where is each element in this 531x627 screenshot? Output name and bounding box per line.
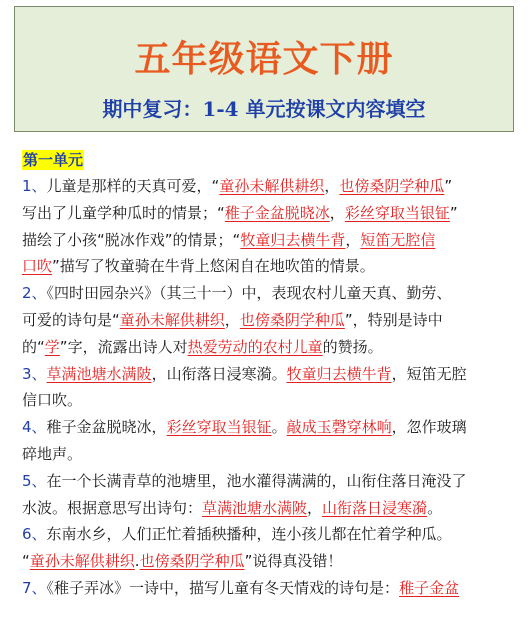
body-text: ，忽作玻璃 bbox=[391, 418, 467, 437]
text-line bbox=[22, 469, 467, 493]
answer-text: 童孙未解供耕织 bbox=[219, 177, 325, 195]
body-text: 《稚子弄冰》一诗中，描写儿童有冬天情戏的诗句是： bbox=[46, 579, 400, 597]
page-subtitle: 期中复习：1-4 单元按课文内容填空 bbox=[102, 97, 426, 121]
answer-text: 也傍桑阴学种瓜 bbox=[339, 177, 445, 195]
title-banner bbox=[14, 6, 514, 132]
answer-text: 口吹 bbox=[22, 257, 53, 276]
body-text: ， bbox=[224, 311, 240, 329]
text-line bbox=[22, 308, 443, 332]
body-text: ， bbox=[329, 203, 345, 222]
answer-text: 热爱劳动的农村儿童 bbox=[187, 337, 323, 356]
body-text: ， bbox=[345, 230, 361, 249]
question-number: 1、 bbox=[22, 177, 47, 195]
answer-text: 学 bbox=[44, 337, 60, 356]
body-text: 东南水乡，人们正忙着插秧播种，连小孩儿都在忙着学种瓜。 bbox=[46, 525, 452, 544]
text-line bbox=[22, 174, 452, 198]
text-line bbox=[22, 415, 467, 439]
answer-text: 草满池塘水满陂 bbox=[46, 364, 152, 383]
text-line bbox=[22, 576, 459, 600]
page-title: 五年级语文下册 bbox=[134, 38, 394, 80]
text-line bbox=[22, 228, 435, 252]
body-text: 信口吹。 bbox=[22, 391, 83, 410]
answer-text: 短笛无腔信 bbox=[360, 230, 436, 249]
question-number: 5、 bbox=[22, 471, 47, 490]
body-text: 写出了儿童学种瓜时的情景；“ bbox=[22, 203, 225, 222]
body-text: . bbox=[134, 552, 140, 571]
answer-text: 稚子金盆脱晓冰 bbox=[224, 203, 330, 222]
body-text: 儿童是那样的天真可爱，“ bbox=[46, 177, 220, 195]
answer-text: 彩丝穿取当银钲 bbox=[166, 418, 272, 437]
answer-text: 牧童归去横牛背 bbox=[286, 364, 392, 383]
text-line bbox=[22, 496, 442, 520]
body-text: 《四时田园杂兴》（其三十一）中，表现农村儿童天真、勤劳、 bbox=[46, 284, 452, 303]
body-text: “ bbox=[22, 552, 30, 571]
body-text: 稚子金盆脱晓冰， bbox=[46, 418, 167, 437]
question-number: 4、 bbox=[22, 418, 47, 437]
body-text: 在一个长满青草的池塘里，池水灌得满满的，山衔住落日淹没了 bbox=[46, 471, 467, 490]
body-text: ”字，流露出诗人对 bbox=[59, 337, 188, 356]
body-text: 可爱的诗句是“ bbox=[22, 311, 120, 329]
text-line bbox=[22, 254, 375, 278]
text-line bbox=[22, 442, 82, 466]
text-line bbox=[22, 388, 82, 412]
body-text: ”，特别是诗中 bbox=[344, 311, 443, 329]
question-number: 2、 bbox=[22, 284, 47, 303]
body-text: 描绘了小孩“脱冰作戏”的情景；“ bbox=[22, 230, 241, 249]
body-text: ” bbox=[449, 203, 458, 222]
answer-text: 敲成玉磬穿林响 bbox=[286, 418, 392, 437]
text-line bbox=[22, 281, 452, 305]
answer-text: 童孙未解供耕织 bbox=[119, 311, 225, 329]
answer-text: 草满池塘水满陂 bbox=[202, 498, 308, 517]
answer-text: 稚子金盆 bbox=[399, 579, 460, 597]
content-area bbox=[22, 150, 522, 597]
answer-text: 童孙未解供耕织 bbox=[29, 552, 135, 571]
body-text: 碎地声。 bbox=[22, 445, 83, 463]
answer-text: 彩丝穿取当银钲 bbox=[344, 203, 450, 222]
body-text: 。 bbox=[271, 418, 287, 437]
answer-text: 山衔落日浸寒漪 bbox=[322, 498, 428, 517]
body-text: 。 bbox=[427, 498, 443, 517]
text-line bbox=[22, 549, 342, 573]
body-text: ”说得真没错！ bbox=[244, 552, 343, 571]
question-number: 6、 bbox=[22, 525, 47, 544]
body-text: ”描写了牧童骑在牛背上悠闲自在地吹笛的情景。 bbox=[52, 257, 375, 276]
body-text: ， bbox=[324, 177, 340, 195]
text-line bbox=[22, 335, 383, 359]
body-text: 的赞扬。 bbox=[322, 337, 383, 356]
body-text: 水波。根据意思写出诗句： bbox=[22, 498, 203, 517]
unit-heading: 第一单元 bbox=[23, 151, 84, 169]
text-line bbox=[22, 522, 452, 546]
body-text: ，短笛无腔 bbox=[391, 364, 467, 383]
text-line bbox=[22, 201, 458, 225]
body-text: ， bbox=[307, 498, 323, 517]
question-number: 7、 bbox=[22, 579, 47, 597]
answer-text: 牧童归去横牛背 bbox=[240, 230, 346, 249]
question-number: 3、 bbox=[22, 364, 47, 383]
body-text: 的“ bbox=[22, 337, 45, 356]
body-text: ” bbox=[444, 177, 453, 195]
text-line bbox=[22, 362, 467, 386]
answer-text: 也傍桑阴学种瓜 bbox=[139, 552, 245, 571]
body-text: ，山衔落日浸寒漪。 bbox=[151, 364, 287, 383]
answer-text: 也傍桑阴学种瓜 bbox=[239, 311, 345, 329]
